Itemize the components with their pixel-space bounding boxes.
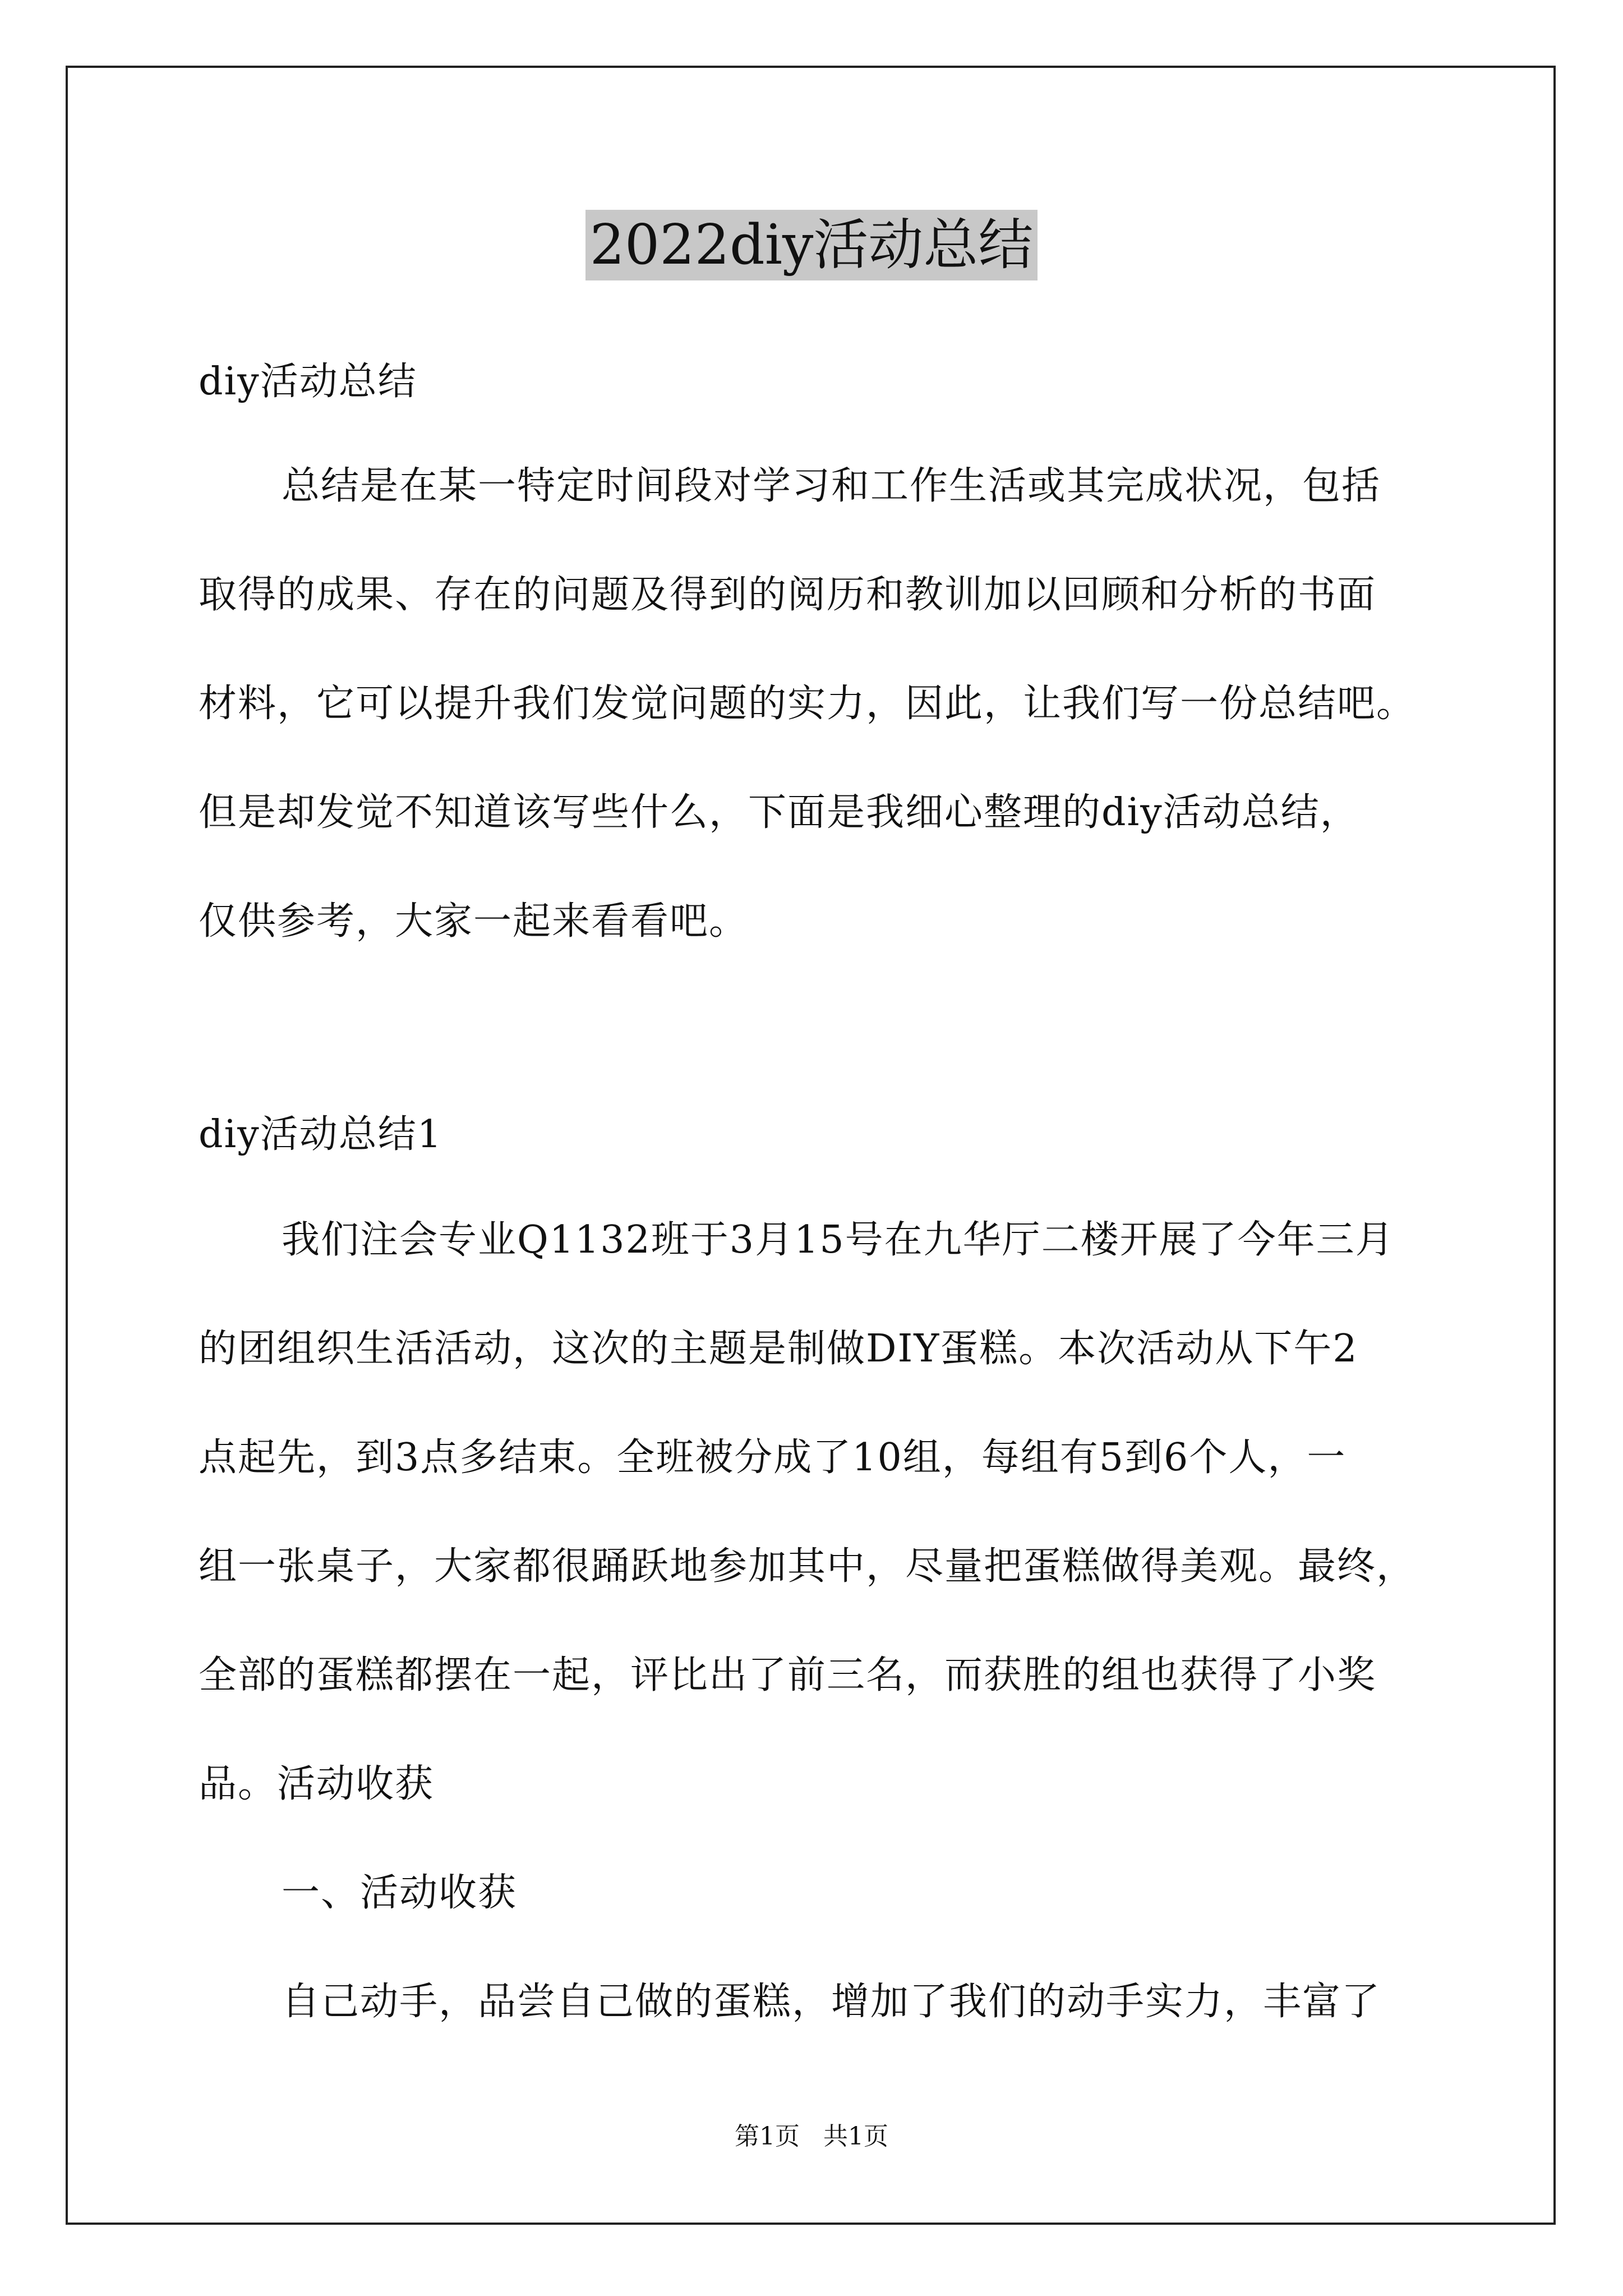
intro-line-5: 仅供参考，大家一起来看看吧。: [199, 899, 749, 944]
section1-heading: diy活动总结1: [199, 1112, 442, 1157]
intro-line-2: 取得的成果、存在的问题及得到的阅历和教训加以回顾和分析的书面: [199, 573, 1377, 617]
intro-line-4: 但是却发觉不知道该写些什么，下面是我细心整理的diy活动总结，: [199, 790, 1359, 835]
section1-line-1: 我们注会专业Q1132班于3月15号在九华厅二楼开展了今年三月: [282, 1218, 1395, 1262]
section1-line-3: 点起先，到3点多结束。全班被分成了10组，每组有5到6个人，一: [199, 1435, 1347, 1480]
intro-line-3: 材料，它可以提升我们发觉问题的实力，因此，让我们写一份总结吧。: [199, 682, 1416, 726]
intro-heading: diy活动总结: [199, 360, 417, 404]
subheading: 一、活动收获: [282, 1871, 518, 1915]
page-number-footer: 第1页 共1页: [735, 2122, 888, 2151]
section1-line-6: 品。活动收获: [199, 1762, 435, 1806]
body-last-line: 自己动手，品尝自己做的蛋糕，增加了我们的动手实力，丰富了: [282, 1980, 1381, 2024]
section1-line-2: 的团组织生活活动，这次的主题是制做DIY蛋糕。本次活动从下午2: [199, 1327, 1358, 1371]
intro-line-1: 总结是在某一特定时间段对学习和工作生活或其完成状况，包括: [282, 464, 1381, 508]
section1-line-4: 组一张桌子，大家都很踊跃地参加其中，尽量把蛋糕做得美观。最终，: [199, 1544, 1416, 1589]
document-title: [0, 209, 1623, 282]
document-title-text: 2022diy活动总结: [585, 210, 1038, 280]
section1-line-5: 全部的蛋糕都摆在一起，评比出了前三名，而获胜的组也获得了小奖: [199, 1653, 1377, 1697]
